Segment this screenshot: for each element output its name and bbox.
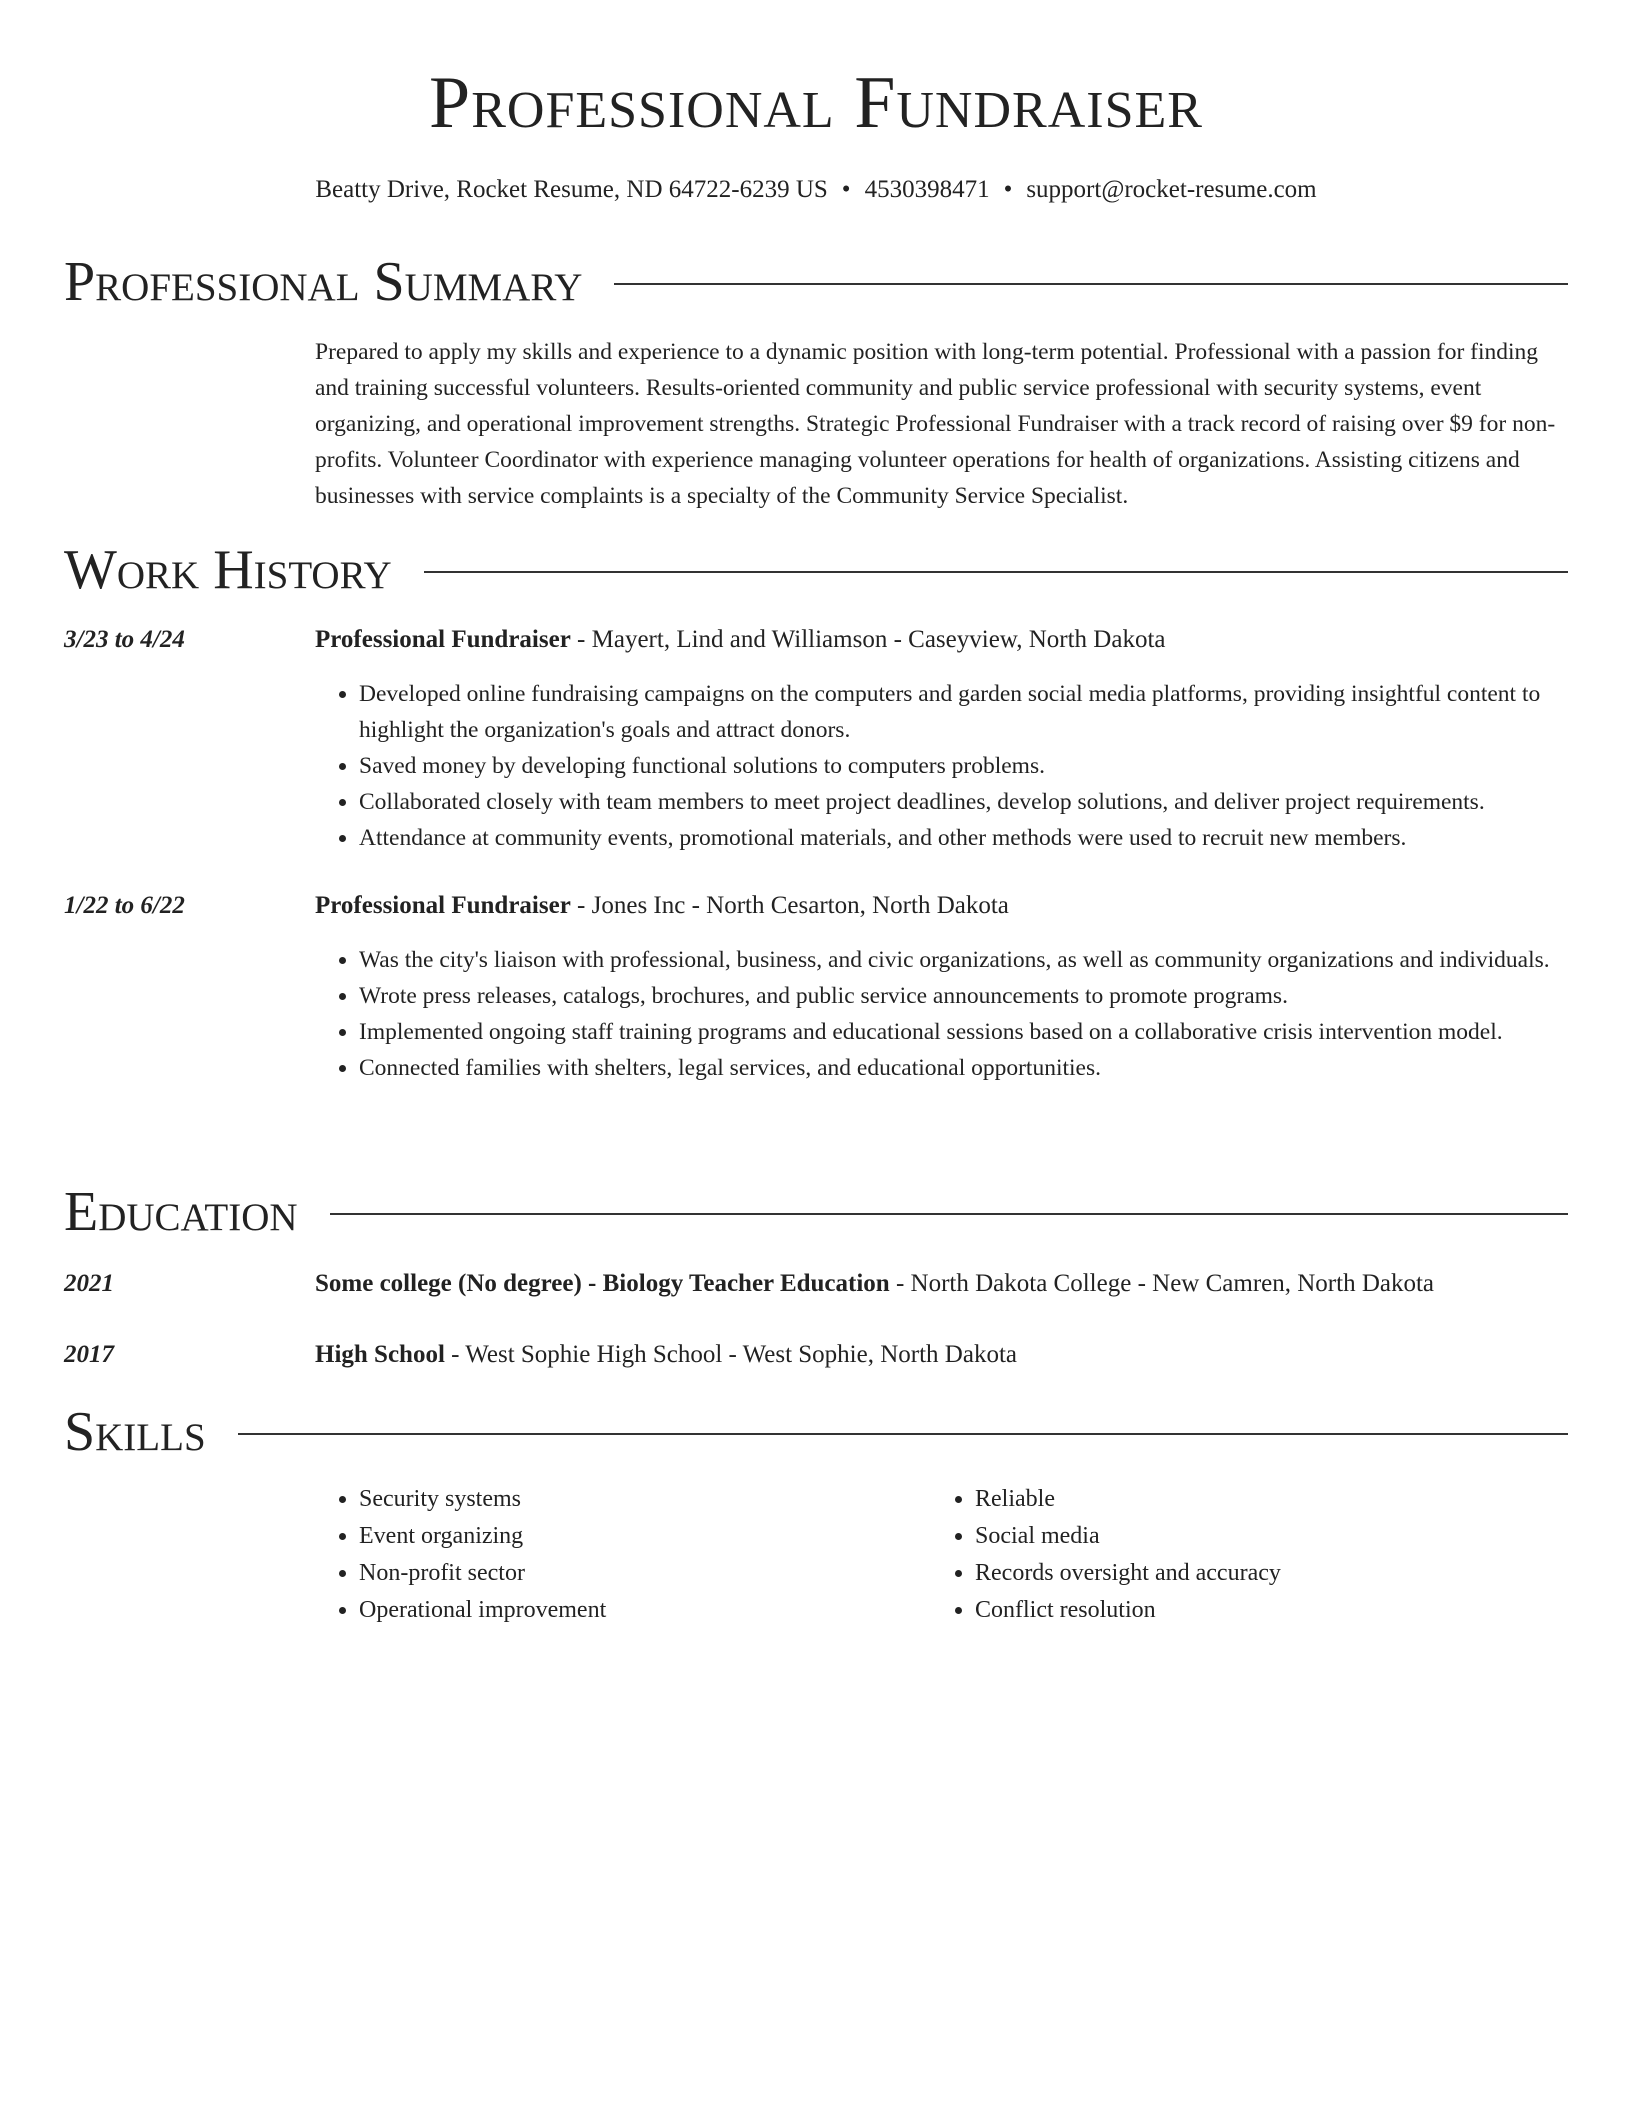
section-divider: [330, 1213, 1568, 1215]
list-item: • Wrote press releases, catalogs, brochures, and public service announcements to promote programs.: [359, 978, 1568, 1014]
job-dates: 1/22 to 6/22: [64, 892, 185, 919]
list-item: • Was the city's liaison with professional, business, and civic organizations, as well as community organizations and individuals.: [359, 942, 1568, 978]
degree-name: Some college (No degree) - Biology Teacher Education: [315, 1270, 890, 1297]
resume-title: Professional Fundraiser: [429, 62, 1203, 144]
summary-text: Prepared to apply my skills and experience to a dynamic position with long-term potential. Professional with a passion for finding and training successful volunteers. Results-oriented community and public service professional with security systems, event organizing, and operational improvement strengths. Strategic Professional Fundraiser with a track record of raising over $9 for non-profits. Volunteer Coordinator with experience managing volunteer operations for health of organizations. Assisting citizens and businesses with service complaints is a specialty of the Community Service Specialist.: [315, 339, 1556, 509]
school-details: - West Sophie High School - West Sophie, North Dakota: [444, 1341, 1017, 1368]
education-year: 2017: [64, 1341, 114, 1368]
job-bullets: [315, 942, 1568, 1086]
education-heading: [315, 1337, 1017, 1373]
section-divider: [238, 1433, 1568, 1435]
education-section-header: [64, 1180, 1568, 1244]
job-employer: - Jones Inc - North Cesarton, North Dakota: [570, 892, 1009, 919]
job-employer: - Mayert, Lind and Williamson - Caseyview, North Dakota: [570, 626, 1166, 653]
list-item: • Developed online fundraising campaigns on the computers and garden social media platforms, providing insightful content to highlight the organization's goals and attract donors.: [359, 676, 1568, 748]
job-bullets: [315, 676, 1568, 856]
skill-item: • Operational improvement: [359, 1592, 895, 1629]
section-divider: [424, 571, 1568, 573]
section-divider: [614, 283, 1568, 285]
skill-item: • Event organizing: [359, 1518, 895, 1555]
address: Beatty Drive, Rocket Resume, ND 64722-6239 US: [315, 176, 828, 203]
school-details: - North Dakota College - New Camren, North Dakota: [889, 1270, 1435, 1297]
education-heading: [315, 1266, 1434, 1302]
skill-item: • Non-profit sector: [359, 1555, 895, 1592]
summary-section-header: [64, 250, 1568, 314]
list-item: • Saved money by developing functional solutions to computers problems.: [359, 748, 1568, 784]
section-title-work-history: Work History: [64, 539, 392, 601]
job-heading: [315, 622, 1166, 658]
education-year: 2021: [64, 1270, 114, 1297]
degree-name: High School: [315, 1341, 445, 1368]
skill-item: • Security systems: [359, 1481, 895, 1518]
contact-line: [64, 172, 1568, 208]
section-title-summary: Professional Summary: [64, 251, 583, 313]
job-dates: 3/23 to 4/24: [64, 626, 185, 653]
email-address: support@rocket-resume.com: [1026, 176, 1317, 203]
list-item: • Connected families with shelters, legal services, and educational opportunities.: [359, 1050, 1568, 1086]
list-item: • Collaborated closely with team members to meet project deadlines, develop solutions, and deliver project requirements.: [359, 784, 1568, 820]
skills-list-right: [931, 1481, 1511, 1629]
skill-item: • Conflict resolution: [975, 1592, 1511, 1629]
skill-item: • Records oversight and accuracy: [975, 1555, 1511, 1592]
phone-number: 4530398471: [864, 176, 990, 203]
job-heading: [315, 888, 1009, 924]
skill-item: • Social media: [975, 1518, 1511, 1555]
skills-section-header: [64, 1400, 1568, 1464]
separator-dot: •: [841, 176, 851, 203]
job-title: Professional Fundraiser: [315, 892, 571, 919]
skill-item: • Reliable: [975, 1481, 1511, 1518]
skills-list-left: [315, 1481, 895, 1629]
separator-dot: •: [1003, 176, 1013, 203]
list-item: • Implemented ongoing staff training programs and educational sessions based on a collaborative crisis intervention model.: [359, 1014, 1568, 1050]
list-item: • Attendance at community events, promotional materials, and other methods were used to recruit new members.: [359, 820, 1568, 856]
section-title-education: Education: [64, 1181, 298, 1243]
section-title-skills: Skills: [64, 1401, 206, 1463]
job-title: Professional Fundraiser: [315, 626, 571, 653]
work-history-section-header: [64, 538, 1568, 602]
